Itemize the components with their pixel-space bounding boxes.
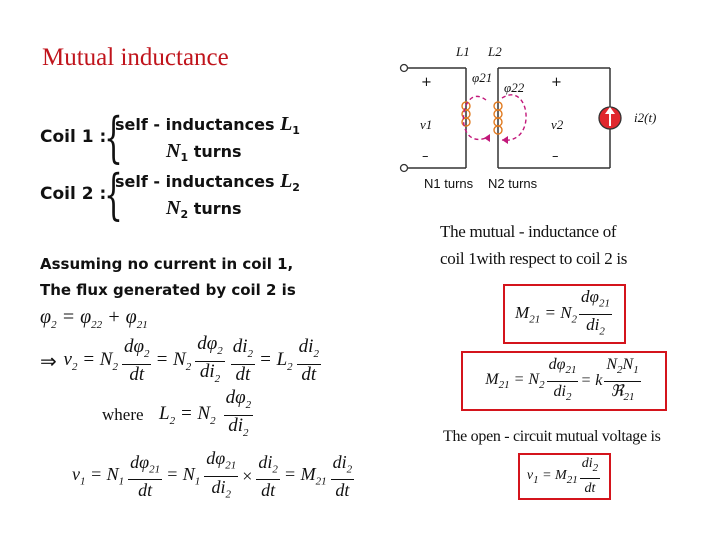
coil1-turns-text: turns: [193, 142, 242, 161]
coil2-self-symbol: L: [280, 170, 293, 192]
coil2-self-text: self - inductances: [115, 172, 275, 191]
plus-left: +: [421, 75, 432, 90]
coil2-self-sub: 2: [292, 181, 300, 195]
oc-voltage-text: The open - circuit mutual voltage is: [443, 428, 661, 445]
label-phi22: φ22: [504, 80, 525, 95]
m21-coupling-box: $M_{21} = N_2$ $\frac{d\varphi_{21}}{di_2}$ = k $\frac{N_2N_1}{ℜ_{21}}$: [461, 351, 667, 411]
coil1-turns-symbol: N: [166, 140, 181, 162]
mutual-desc-line1: The mutual - inductance of: [440, 222, 617, 241]
coil2-turns-symbol: N: [166, 197, 181, 219]
label-n2-turns: N2 turns: [488, 176, 538, 191]
label-v1: v1: [420, 117, 433, 132]
label-L2: L2: [488, 44, 502, 59]
v1-equation: $v_1 = N_1$ $\frac{d\varphi_{21}}{dt}$ = $N_1$ $\frac{d\varphi_{21}}{di_2}$ × $\frac{di_2}{dt}$ = $M_{21}$ $\frac{di_2}{dt}$: [72, 448, 353, 501]
label-source: i2(t): [634, 110, 657, 125]
coil1-self-sub: 1: [292, 124, 300, 138]
mutual-desc-line2: coil 1with respect to coil 2 is: [440, 249, 628, 268]
minus-right: –: [552, 149, 559, 164]
label-L1: L1: [456, 44, 470, 59]
assumption-line1: Assuming no current in coil 1,: [40, 255, 294, 273]
where-l2: where $L_2 = N_2$ $\frac{d\varphi_2}{di_2}$: [102, 387, 252, 439]
coil1-self-inductance: [115, 113, 300, 137]
flux-equation: $\varphi_2 = \varphi_{22} + \varphi_{21}$: [40, 306, 148, 331]
label-v2: v2: [551, 117, 564, 132]
v1-mutual-box: $v_1 = M_{21}$ $\frac{di_2}{dt}$: [518, 453, 611, 500]
coil1-label: Coil 1 :: [40, 127, 107, 147]
assumption-line2: The flux generated by coil 2 is: [40, 281, 296, 299]
coil1-brace: {: [104, 106, 123, 169]
page-title: Mutual inductance: [42, 44, 229, 71]
coil1-self-symbol: L: [280, 113, 293, 135]
v2-equation: ⇒ $v_2 = N_2$ $\frac{d\varphi_2}{dt}$ = $N_2$ $\frac{d\varphi_2}{di_2}$ $\frac{di_2}{dt}$ = $L_2$ $\frac{di_2}{dt}$: [40, 333, 319, 386]
coil1-self-text: self - inductances: [115, 115, 275, 134]
label-phi21: φ21: [472, 70, 493, 85]
coil2-turns: [166, 197, 242, 221]
label-n1-turns: N1 turns: [424, 176, 474, 191]
coil2-turns-text: turns: [193, 199, 242, 218]
m21-definition-box: $M_{21} = N_2$ $\frac{d\varphi_{21}}{di_2}$: [503, 284, 626, 344]
coil2-label: Coil 2 :: [40, 184, 107, 204]
coil2-brace: {: [104, 163, 123, 226]
coil2-self-inductance: [115, 170, 300, 194]
where-text: where: [102, 405, 144, 425]
plus-right: +: [551, 75, 562, 90]
coil1-turns-sub: 1: [180, 151, 189, 165]
coil1-turns: [166, 140, 242, 164]
coil2-turns-sub: 2: [180, 208, 189, 222]
minus-left: –: [422, 149, 429, 164]
